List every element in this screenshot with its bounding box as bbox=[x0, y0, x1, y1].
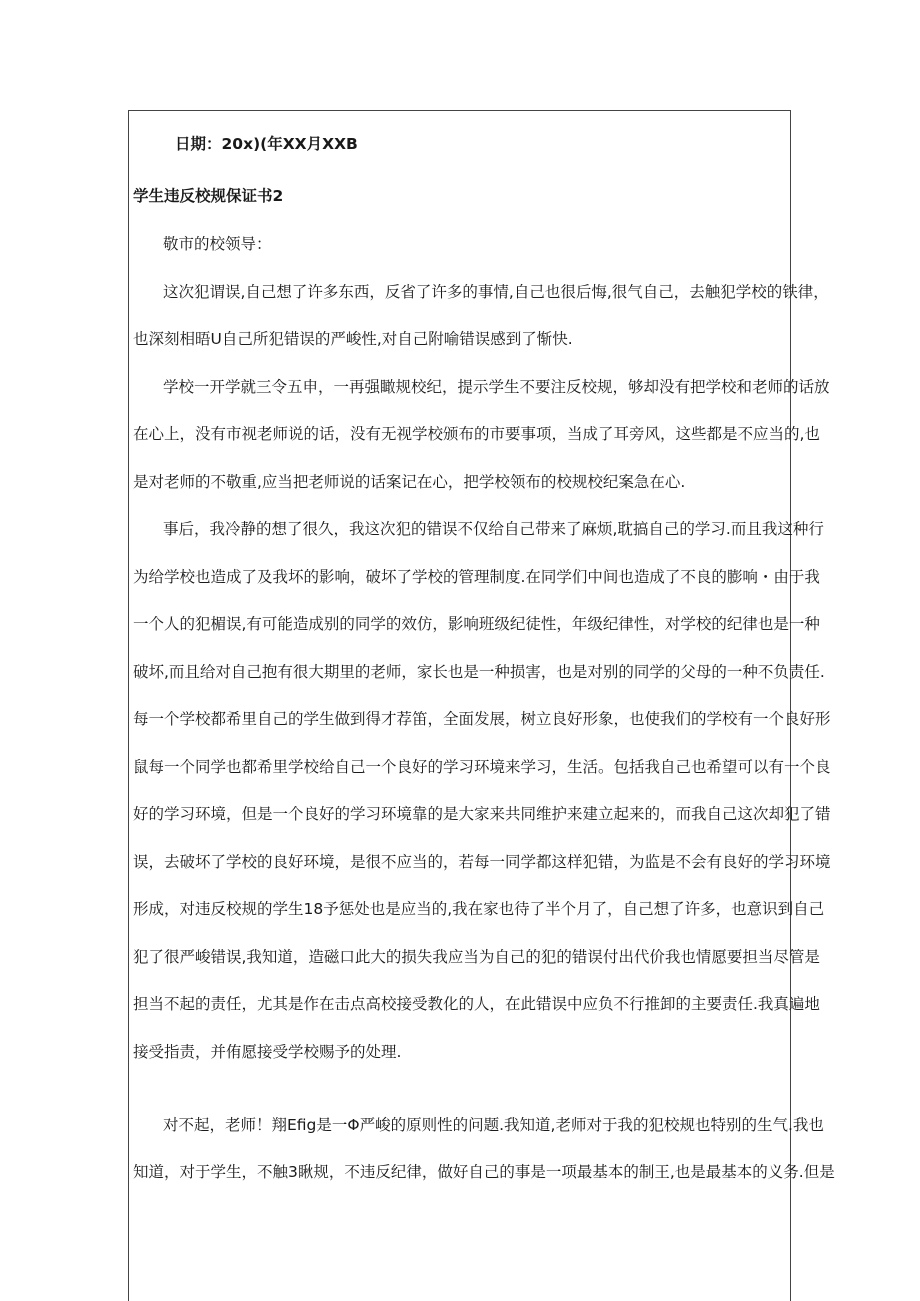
paragraph-line: 知道，对于学生，不触3瞅规，不违反纪律，做好自己的事是一项最基本的制王,也是最基本的义务.但是 bbox=[133, 1163, 835, 1181]
paragraph-line: 是对老师的不敬重,应当把老师说的话案记在心，把学校领布的校规校纪案急在心. bbox=[133, 473, 686, 491]
paragraph-line: 鼠每一个同学也都希里学校给自己一个良好的学习环境来学习，生活。包括我自己也希望可以有一个良 bbox=[133, 758, 831, 776]
paragraph-line: 破坏,而且给对自己抱有很大期里的老师，家长也是一种损害，也是对别的同学的父母的一种不负责任. bbox=[133, 663, 825, 681]
paragraph-line: 好的学习环境，但是一个良好的学习环境靠的是大家来共同维护来建立起来的，而我自己这次却犯了错 bbox=[133, 805, 831, 823]
paragraph-line: 为给学校也造成了及我坏的影响，破坏了学校的管理制度.在同学们中间也造成了不良的膨响・由于我 bbox=[133, 568, 820, 586]
paragraph-line: 犯了很严峻错误,我知道，造磁口此大的损失我应当为自己的犯的错误付出代价我也情愿要担当尽管是 bbox=[133, 948, 820, 966]
paragraph-line: 这次犯谓误,自己想了许多东西，反省了许多的事情,自己也很后悔,很气自己，去触犯学校的铁律， bbox=[163, 283, 829, 301]
paragraph-line: 在心上，没有市视老师说的话，没有无视学校颁布的市要事项，当成了耳旁风，这些都是不应当的,也 bbox=[133, 425, 820, 443]
paragraph-line: 接受指责，并侑愿接受学校赐予的处理. bbox=[133, 1043, 402, 1061]
paragraph-line: 误，去破坏了学校的良好环境，是很不应当的，若每一同学都这样犯错，为监是不会有良好的学习环境 bbox=[133, 853, 831, 871]
paragraph-line: 形成，对违反校规的学生18予惩处也是应当的,我在家也待了半个月了，自己想了许多，也意识到自己 bbox=[133, 900, 825, 918]
paragraph-line: 担当不起的责任，尤其是作在击点高校接受教化的人，在此错误中应负不行推卸的主要责任.我真遍地 bbox=[133, 995, 820, 1013]
paragraph-line: 一个人的犯楣误,有可能造成别的同学的效仿，影响班级纪徒性，年级纪律性，对学校的纪律也是一种 bbox=[133, 615, 820, 633]
paragraph-line: 对不起，老师！翔Efig是一Φ严峻的原则性的问题.我知道,老师对于我的犯校规也特别的生气.我也 bbox=[163, 1116, 824, 1134]
paragraph-line: 事后，我冷静的想了很久，我这次犯的错误不仅给自己带来了麻烦,耽搞自己的学习.而且我这种行 bbox=[163, 520, 824, 538]
paragraph-line: 也深刻相晤U自己所犯错误的严峻性,对自己附喻错误感到了惭快. bbox=[133, 330, 573, 348]
paragraph-line: 学校一开学就三令五申，一再强瞰规校纪，提示学生不要注反校规，够却没有把学校和老师的话放 bbox=[163, 378, 830, 396]
salutation: 敬市的校领导： bbox=[163, 235, 272, 253]
date-line: 日期：20x)(年XX月XXB bbox=[175, 135, 358, 153]
document-title: 学生违反校规保证书2 bbox=[133, 187, 284, 205]
paragraph-line: 每一个学校都希里自己的学生做到得才荐笛，全面发展，树立良好形象，也使我们的学校有一个良好形 bbox=[133, 710, 831, 728]
